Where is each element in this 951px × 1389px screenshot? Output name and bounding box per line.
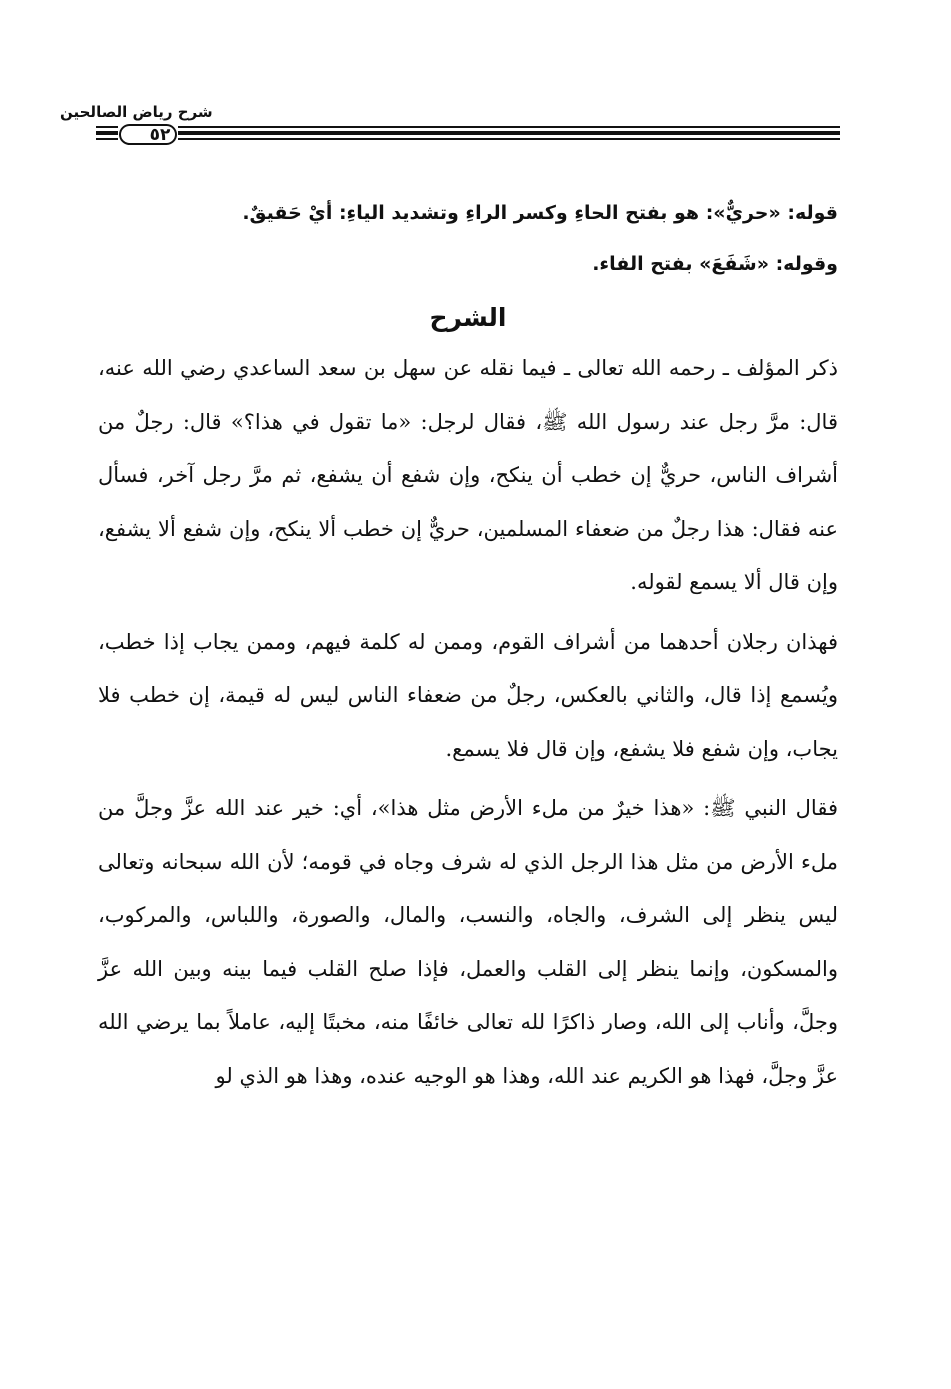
page-body (98, 188, 838, 1109)
running-header-title: شرح رياض الصالحين (60, 103, 213, 121)
header-rule-thick-right (178, 131, 840, 135)
footnote-line: قوله: «حريٌّ»: هو بفتح الحاءِ وكسر الراءِ وتشديد الياءِ: أيْ حَقيقٌ. (242, 202, 838, 224)
header-rule-thick-left (96, 131, 118, 135)
page-number: ٥٢ (149, 125, 171, 145)
body-paragraph: فقال النبي ﷺ: «هذا خيرٌ من ملء الأرض مثل هذا»، أي: خير عند الله عزَّ وجلَّ من ملء الأرض من مثل هذا الرجل الذي له شرف وجاه في قومه؛ لأن الله سبحانه وتعالى ليس ينظر إلى الشرف، والجاه، والنسب، والمال، والصورة، واللباس، والمركوب، والمسكون، وإنما ينظر إلى القلب والعمل، فإذا صلح القلب فيما بينه وبين الله عزَّ وجلَّ، وأناب إلى الله، وصار ذاكرًا لله تعالى خائفًا منه، مخبتًا إليه، عاملاً بما يرضي الله عزَّ وجلَّ، فهذا هو الكريم عند الله، وهذا هو الوجيه عنده، وهذا هو الذي لو (98, 796, 838, 1088)
body-paragraph: فهذان رجلان أحدهما من أشراف القوم، وممن له كلمة فيهم، وممن يجاب إذا خطب، ويُسمع إذا قال، والثاني بالعكس، رجلٌ من ضعفاء الناس ليس له قيمة، إن خطب فلا يجاب، وإن شفع فلا يشفع، وإن قال فلا يسمع. (98, 629, 838, 761)
header-rule-thin-left-bottom (96, 138, 118, 140)
section-title: الشرح (429, 303, 507, 332)
header-rule-thin-left (96, 126, 118, 128)
header-rule-thin-right-bottom (178, 138, 840, 140)
footnote-line: وقوله: «شَفَعَ» بفتح الفاء. (592, 253, 838, 275)
body-paragraph: ذكر المؤلف ـ رحمه الله تعالى ـ فيما نقله عن سهل بن سعد الساعدي رضي الله عنه، قال: مرَّ رجل عند رسول الله ﷺ، فقال لرجل: «ما تقول في هذا؟» قال: رجلٌ من أشراف الناس، حريٌّ إن خطب أن ينكح، وإن شفع أن يشفع، ثم مرَّ رجل آخر، فسأل عنه فقال: هذا رجلٌ من ضعفاء المسلمين، حريٌّ إن خطب ألا ينكح، وإن شفع ألا يشفع، وإن قال ألا يسمع لقوله. (98, 356, 838, 594)
header-rule (96, 124, 840, 146)
header-rule-thin-right (178, 126, 840, 128)
